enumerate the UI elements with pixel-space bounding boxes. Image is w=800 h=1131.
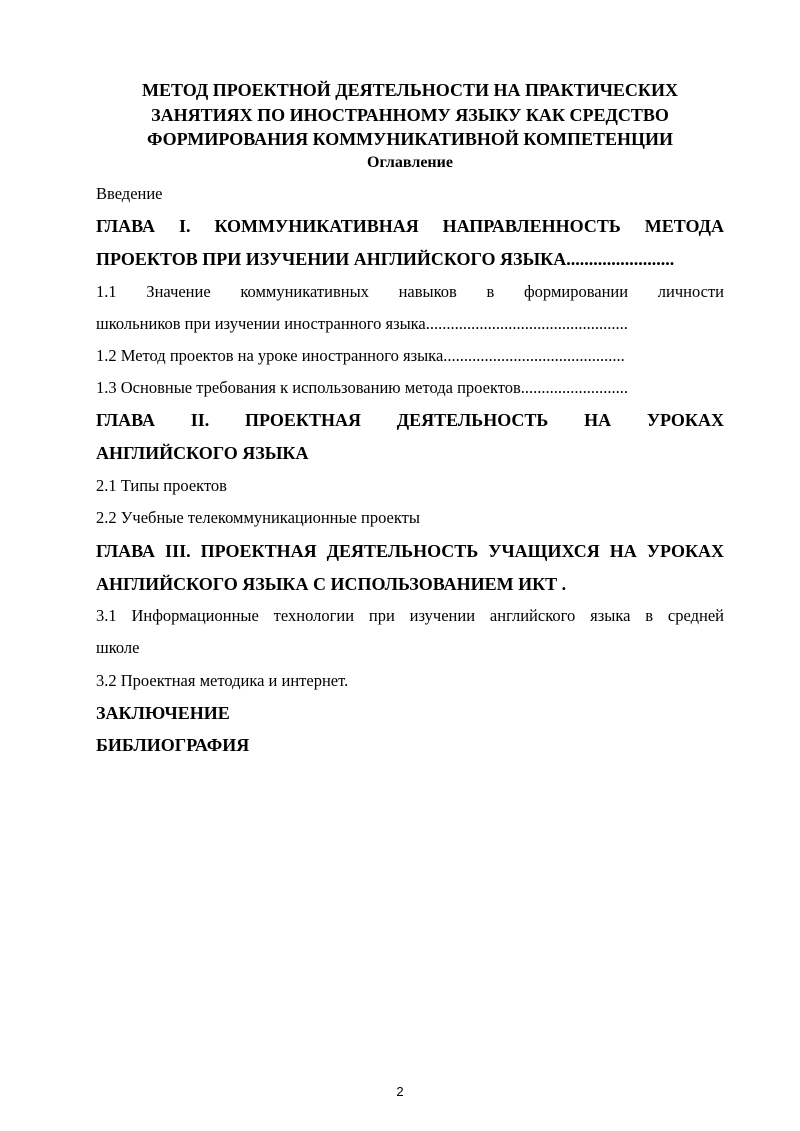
toc-entry-section-3-1-line-2: школе <box>96 638 140 657</box>
toc-entry-bibliography: БИБЛИОГРАФИЯ <box>96 735 250 755</box>
toc-entry-section-2-1: 2.1 Типы проектов <box>96 476 227 495</box>
toc-entry-section-1-1-line-2: школьников при изучении иностранного языка................................................. <box>96 314 628 333</box>
document-title <box>96 78 724 152</box>
toc-entry-section-1-1-line-1: 1.1 Значение коммуникативных навыков в формировании личности <box>96 282 724 301</box>
toc-entry-section-3-1-line-1: 3.1 Информационные технологии при изучении английского языка в средней <box>96 606 724 625</box>
document-title-line: МЕТОД ПРОЕКТНОЙ ДЕЯТЕЛЬНОСТИ НА ПРАКТИЧЕСКИХ <box>142 80 678 100</box>
toc-entry-chapter-3-line-2: АНГЛИЙСКОГО ЯЗЫКА С ИСПОЛЬЗОВАНИЕМ ИКТ . <box>96 574 567 594</box>
toc-entry-section-1-2: 1.2 Метод проектов на уроке иностранного языка............................................ <box>96 346 625 365</box>
page-number: 2 <box>396 1084 404 1099</box>
toc-entry-chapter-1-line-2: ПРОЕКТОВ ПРИ ИЗУЧЕНИИ АНГЛИЙСКОГО ЯЗЫКА........................ <box>96 249 675 269</box>
document-title-line: ФОРМИРОВАНИЯ КОММУНИКАТИВНОЙ КОМПЕТЕНЦИИ <box>147 129 673 149</box>
toc-entry-chapter-2-line-2: АНГЛИЙСКОГО ЯЗЫКА <box>96 443 309 463</box>
toc-heading: Оглавление <box>367 154 453 171</box>
toc-entry-section-3-2: 3.2 Проектная методика и интернет. <box>96 671 349 690</box>
toc-entry-conclusion: ЗАКЛЮЧЕНИЕ <box>96 703 230 723</box>
toc-entry-chapter-1-line-1: ГЛАВА I. КОММУНИКАТИВНАЯ НАПРАВЛЕННОСТЬ МЕТОДА <box>96 216 724 236</box>
toc-entry-introduction: Введение <box>96 184 163 203</box>
toc-entry-chapter-2-line-1: ГЛАВА II. ПРОЕКТНАЯ ДЕЯТЕЛЬНОСТЬ НА УРОКАХ <box>96 410 724 430</box>
toc-entry-section-1-3: 1.3 Основные требования к использованию метода проектов.......................... <box>96 378 629 397</box>
document-title-line: ЗАНЯТИЯХ ПО ИНОСТРАННОМУ ЯЗЫКУ КАК СРЕДСТВО <box>151 104 669 125</box>
toc-entry-chapter-3-line-1: ГЛАВА III. ПРОЕКТНАЯ ДЕЯТЕЛЬНОСТЬ УЧАЩИХСЯ НА УРОКАХ <box>96 541 724 561</box>
toc-entry-section-2-2: 2.2 Учебные телекоммуникационные проекты <box>96 508 420 527</box>
